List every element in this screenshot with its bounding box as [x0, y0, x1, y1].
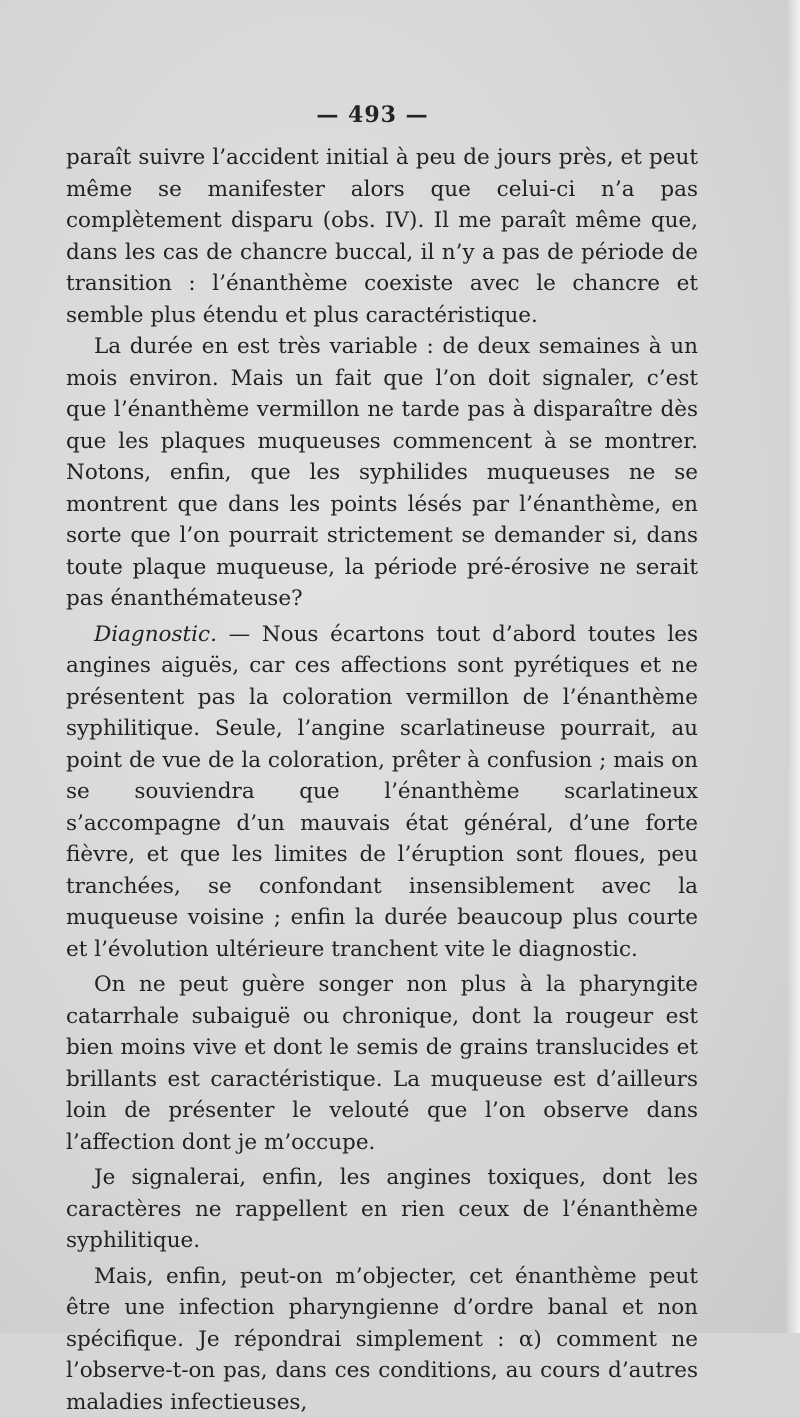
paragraph-text: Mais, enfin, peut-on m’objecter, cet énanthème peut être une infection pharyngienne d’ordre banal et non spécifique. Je répondrai simplement : α) comment ne l’observe-t-on pas, dans ces conditions, au cours d’autres maladies infectieuses, — [66, 1264, 698, 1415]
paragraph-text: paraît suivre l’accident initial à peu de jours près, et peut même se manifester alors que celui-ci n’a pas complètement disparu (obs. IV). Il me paraît même que, dans les cas de chancre buccal, il n’y a pas de période de transition : l’énanthème coexiste avec le chancre et semble plus étendu et plus caractéristique. — [66, 145, 698, 328]
paragraph-text: La durée en est très variable : de deux semaines à un mois environ. Mais un fait que l’on doit signaler, c’est que l’énanthème vermillon ne tarde pas à disparaître dès que les plaques muqueuses commencent à se montrer. Notons, enfin, que les syphilides muqueuses ne se montrent que dans les points lésés par l’énanthème, en sorte que l’on pourrait strictement se demander si, dans toute plaque muqueuse, la période pré-érosive ne serait pas énanthémateuse? — [66, 334, 698, 611]
paragraph-3-diagnostic — [66, 619, 698, 966]
page-gutter — [786, 0, 800, 1333]
paragraph-2 — [66, 331, 698, 615]
body-text — [66, 142, 698, 1418]
paragraph-4 — [66, 969, 698, 1158]
paragraph-text: — Nous écartons tout d’abord toutes les angines aiguës, car ces affections sont pyrétiques et ne présentent pas la coloration vermillon de l’énanthème syphilitique. Seule, l’angine scarlatineuse pourrait, au point de vue de la coloration, prêter à confusion ; mais on se souviendra que l’énanthème scarlatineux s’accompagne d’un mauvais état général, d’une forte fièvre, et que les limites de l’éruption sont floues, peu tranchées, se confondant insensiblement avec la muqueuse voisine ; enfin la durée beaucoup plus courte et l’évolution ultérieure tranchent vite le diagnostic. — [66, 622, 698, 962]
paragraph-text: On ne peut guère songer non plus à la pharyngite catarrhale subaiguë ou chronique, dont la rougeur est bien moins vive et dont le semis de grains translucides et brillants est caractéristique. La muqueuse est d’ailleurs loin de présenter le velouté que l’on observe dans l’affection dont je m’occupe. — [66, 972, 698, 1155]
paragraph-1 — [66, 142, 698, 331]
paragraph-text: Je signalerai, enfin, les angines toxiques, dont les caractères ne rappellent en rien ceux de l’énanthème syphilitique. — [66, 1165, 698, 1253]
paragraph-5 — [66, 1162, 698, 1257]
page-number: — 493 — — [0, 102, 745, 128]
section-heading: Diagnostic. — [94, 622, 217, 647]
paragraph-6 — [66, 1261, 698, 1418]
